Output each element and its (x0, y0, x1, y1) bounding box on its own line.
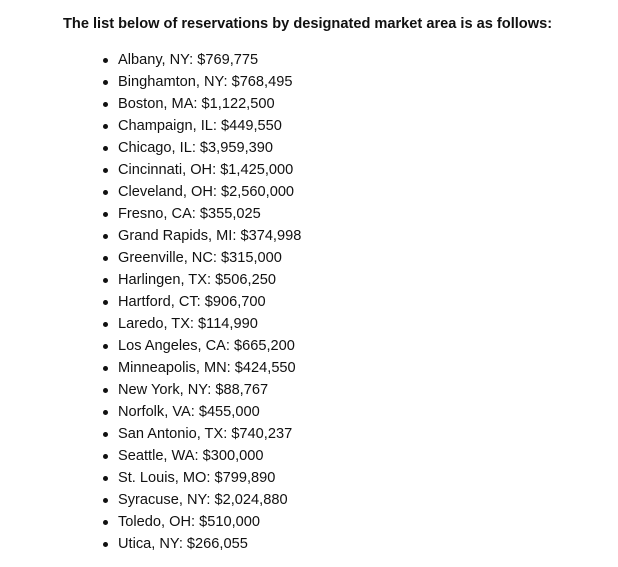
list-item-text: Champaign, IL: $449,550 (118, 118, 282, 134)
list-item-text: Norfolk, VA: $455,000 (118, 404, 260, 420)
list-item (0, 489, 301, 511)
bullet-icon (103, 256, 108, 261)
bullet-icon (103, 388, 108, 393)
bullet-icon (103, 124, 108, 129)
list-item-text: Grand Rapids, MI: $374,998 (118, 228, 302, 244)
list-item-text: Boston, MA: $1,122,500 (118, 96, 275, 112)
list-item (0, 533, 301, 555)
list-item-text: Cincinnati, OH: $1,425,000 (118, 162, 294, 178)
list-item-text: Hartford, CT: $906,700 (118, 294, 266, 310)
list-item-text: Seattle, WA: $300,000 (118, 448, 264, 464)
list-item (0, 247, 301, 269)
list-item (0, 357, 301, 379)
bullet-icon (103, 542, 108, 547)
bullet-icon (103, 322, 108, 327)
list-item-text: Utica, NY: $266,055 (118, 536, 248, 552)
list-item-text: Albany, NY: $769,775 (118, 52, 259, 68)
bullet-icon (103, 300, 108, 305)
list-item-text: Laredo, TX: $114,990 (118, 316, 258, 332)
list-item (0, 511, 301, 533)
list-item (0, 313, 301, 335)
bullet-icon (103, 278, 108, 283)
list-item (0, 269, 301, 291)
bullet-icon (103, 212, 108, 217)
list-item-text: San Antonio, TX: $740,237 (118, 426, 293, 442)
list-item-text: Los Angeles, CA: $665,200 (118, 338, 295, 354)
list-item (0, 203, 301, 225)
bullet-icon (103, 410, 108, 415)
bullet-icon (103, 58, 108, 63)
list-item-text: New York, NY: $88,767 (118, 382, 269, 398)
list-item (0, 467, 301, 489)
list-item-text: Chicago, IL: $3,959,390 (118, 140, 273, 156)
list-item (0, 445, 301, 467)
list-item-text: Harlingen, TX: $506,250 (118, 272, 276, 288)
reservations-list (0, 49, 301, 555)
list-heading: The list below of reservations by designated market area is as follows: (63, 16, 553, 32)
list-item (0, 93, 301, 115)
bullet-icon (103, 80, 108, 85)
bullet-icon (103, 476, 108, 481)
list-item (0, 137, 301, 159)
list-item-text: Greenville, NC: $315,000 (118, 250, 282, 266)
list-item (0, 49, 301, 71)
list-item (0, 423, 301, 445)
list-item (0, 401, 301, 423)
list-item-text: Cleveland, OH: $2,560,000 (118, 184, 295, 200)
list-item (0, 379, 301, 401)
bullet-icon (103, 498, 108, 503)
list-item (0, 225, 301, 247)
bullet-icon (103, 520, 108, 525)
list-item-text: Fresno, CA: $355,025 (118, 206, 261, 222)
bullet-icon (103, 102, 108, 107)
list-item (0, 115, 301, 137)
bullet-icon (103, 454, 108, 459)
list-item (0, 181, 301, 203)
list-item (0, 291, 301, 313)
bullet-icon (103, 344, 108, 349)
list-item-text: Binghamton, NY: $768,495 (118, 74, 293, 90)
list-item-text: Minneapolis, MN: $424,550 (118, 360, 296, 376)
bullet-icon (103, 432, 108, 437)
list-item-text: St. Louis, MO: $799,890 (118, 470, 276, 486)
list-item-text: Syracuse, NY: $2,024,880 (118, 492, 288, 508)
list-item (0, 71, 301, 93)
bullet-icon (103, 234, 108, 239)
bullet-icon (103, 146, 108, 151)
list-item (0, 159, 301, 181)
bullet-icon (103, 190, 108, 195)
list-item-text: Toledo, OH: $510,000 (118, 514, 260, 530)
bullet-icon (103, 366, 108, 371)
list-item (0, 335, 301, 357)
bullet-icon (103, 168, 108, 173)
